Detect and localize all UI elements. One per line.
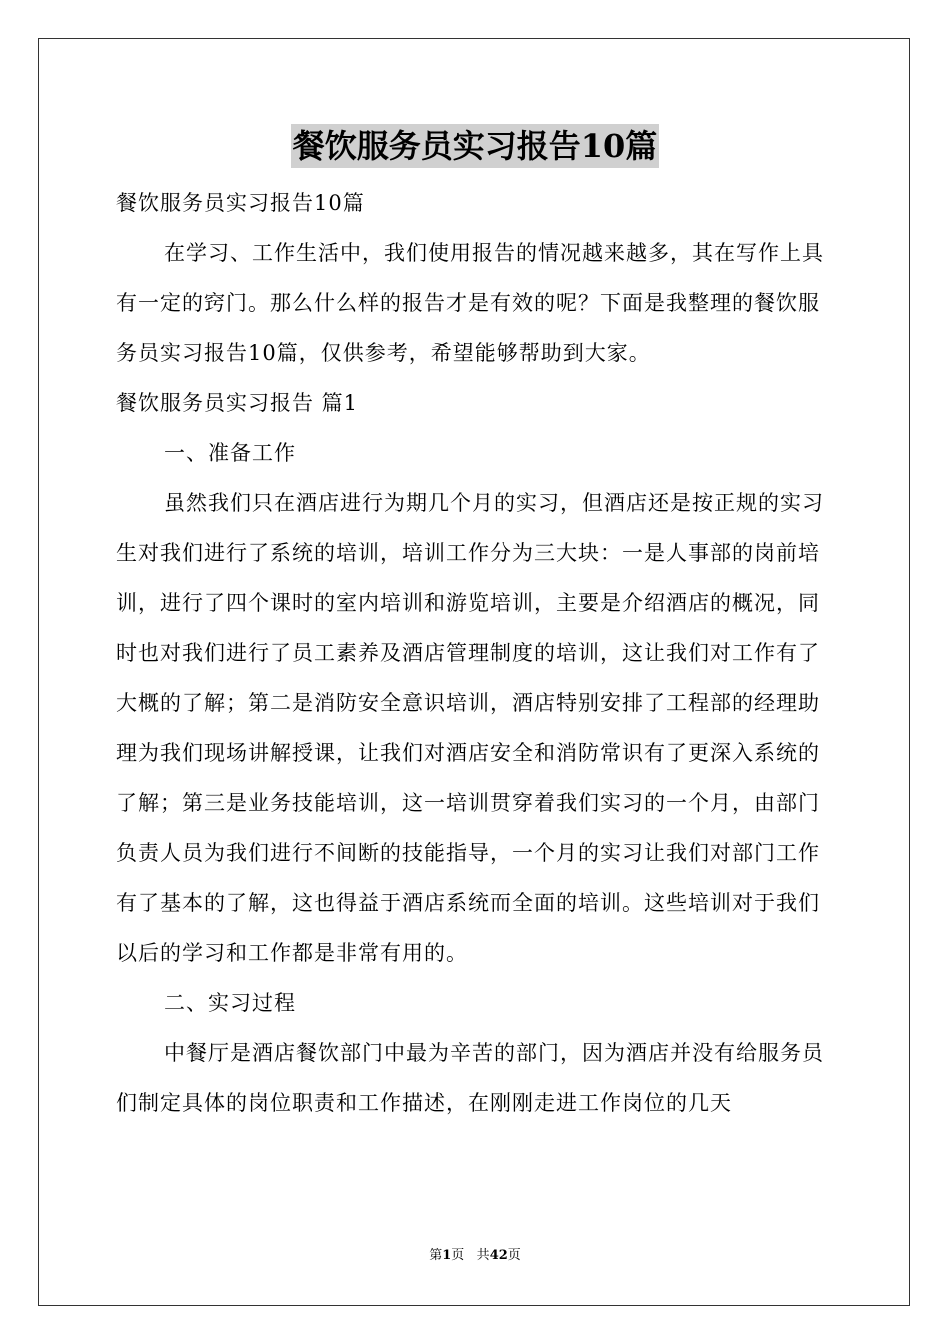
page-suffix: 页	[451, 1248, 465, 1263]
intro-paragraph: 在学习、工作生活中，我们使用报告的情况越来越多，其在写作上具有一定的窍门。那么什么样的报告才是有效的呢？下面是我整理的餐饮服务员实习报告10篇，仅供参考，希望能够帮助到大家。	[116, 241, 824, 365]
total-suffix: 页	[507, 1248, 521, 1263]
page-number: 1	[442, 1248, 452, 1263]
body-paragraph: 虽然我们只在酒店进行为期几个月的实习，但酒店还是按正规的实习生对我们进行了系统的培训，培训工作分为三大块：一是人事部的岗前培训，进行了四个课时的室内培训和游览培训，主要是介绍酒店的概况，同时也对我们进行了员工素养及酒店管理制度的培训，这让我们对工作有了大概的了解；第二是消防安全意识培训，酒店特别安排了工程部的经理助理为我们现场讲解授课，让我们对酒店安全和消防常识有了更深入系统的了解；第三是业务技能培训，这一培训贯穿着我们实习的一个月，由部门负责人员为我们进行不间断的技能指导，一个月的实习让我们对部门工作有了基本的了解，这也得益于酒店系统而全面的培训。这些培训对于我们以后的学习和工作都是非常有用的。	[116, 491, 824, 965]
total-pages: 42	[489, 1248, 508, 1263]
page-prefix: 第	[429, 1248, 443, 1263]
page-footer	[0, 1247, 950, 1265]
section-heading: 餐饮服务员实习报告 篇1	[116, 391, 359, 415]
subheading-internship-process: 二、实习过程	[164, 991, 296, 1015]
subtitle-paragraph: 餐饮服务员实习报告10篇	[116, 191, 365, 215]
document-body	[116, 178, 832, 1128]
body-paragraph: 中餐厅是酒店餐饮部门中最为辛苦的部门，因为酒店并没有给服务员们制定具体的岗位职责和工作描述，在刚刚走进工作岗位的几天	[116, 1041, 824, 1115]
total-prefix: 共	[476, 1248, 490, 1263]
document-title: 餐饮服务员实习报告10篇	[291, 124, 660, 168]
subheading-preparation: 一、准备工作	[164, 441, 296, 465]
title-container	[0, 124, 950, 168]
